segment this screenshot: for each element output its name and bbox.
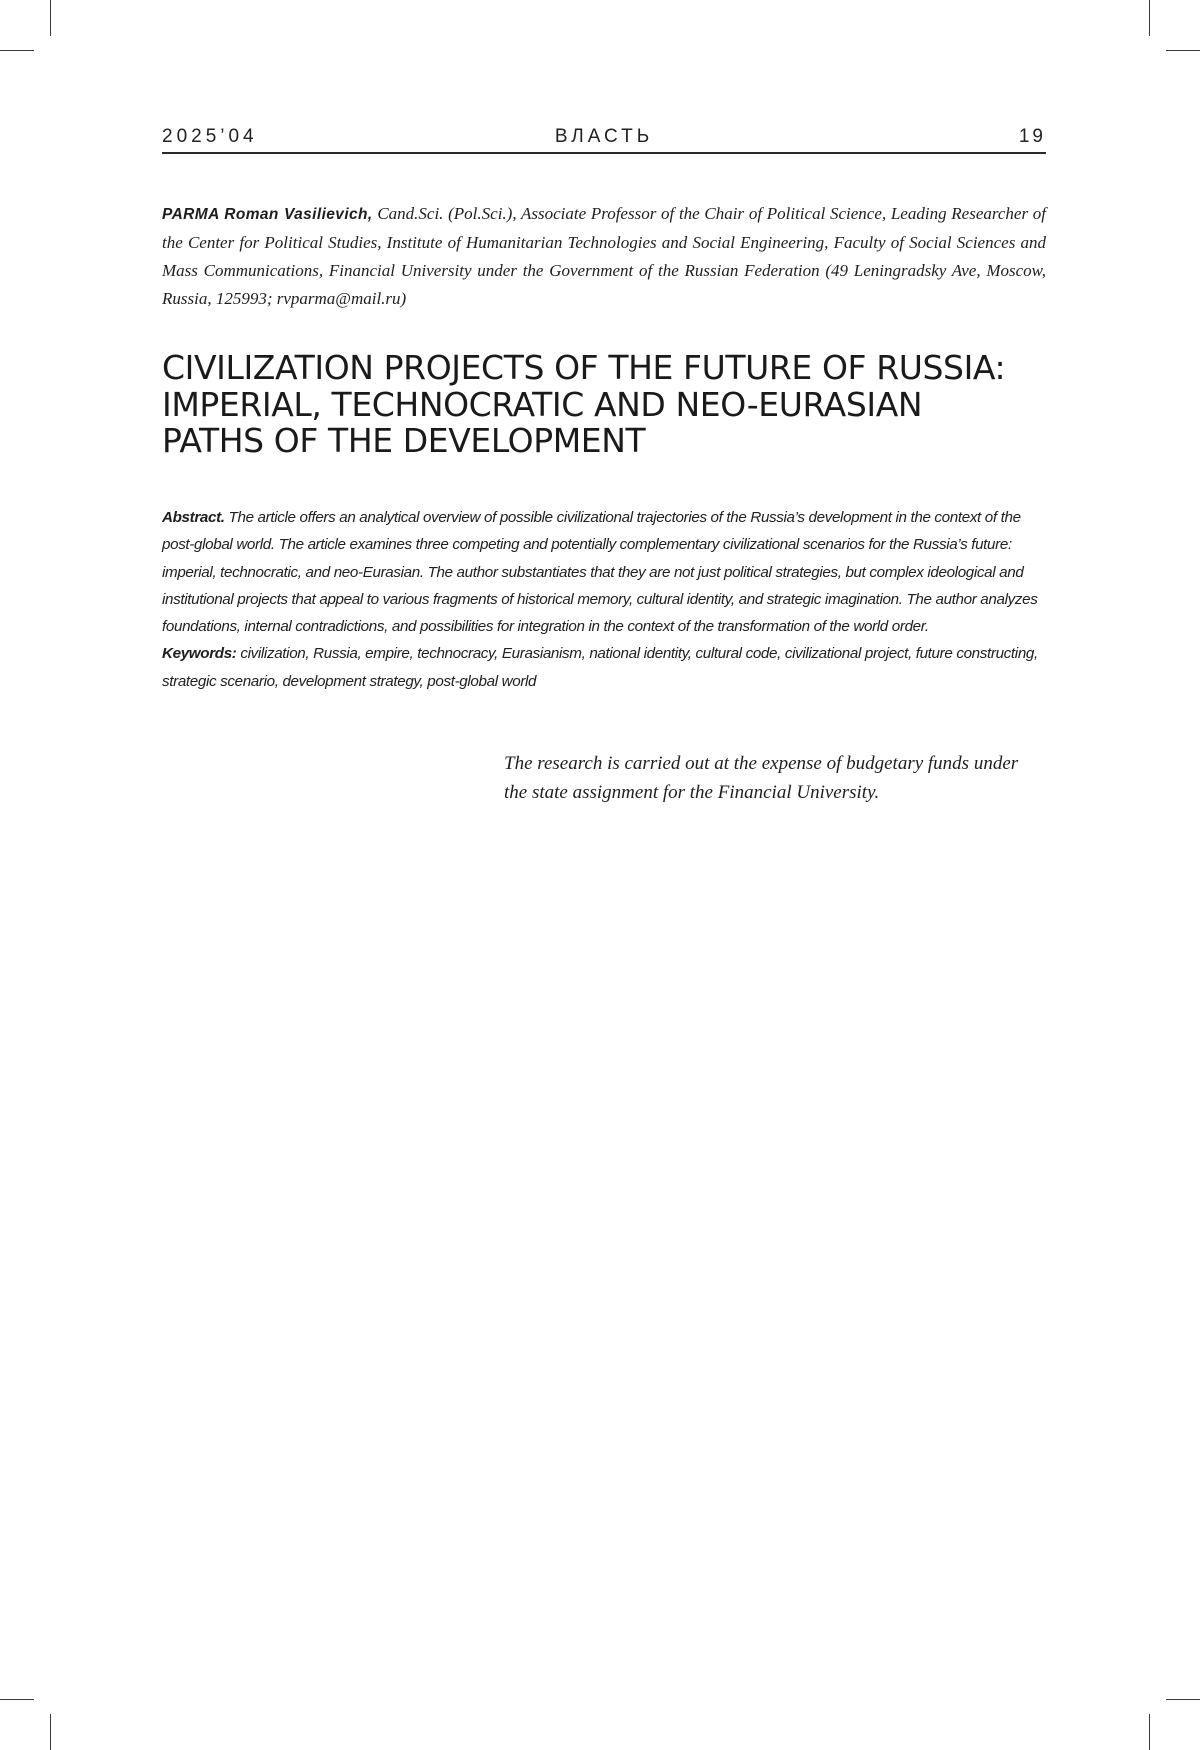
keywords [162,640,1046,695]
keywords-label: Keywords: [162,645,237,663]
crop-mark-top-left-vertical [50,0,51,36]
crop-mark-top-left-horizontal [0,50,34,51]
abstract [162,504,1046,640]
author-info [162,200,1046,313]
funding-note [504,750,1064,807]
crop-mark-bottom-right-vertical [1149,1714,1150,1750]
abstract-label: Abstract. [162,509,225,526]
abstract-section [162,504,1046,695]
crop-mark-bottom-left-horizontal [0,1699,34,1700]
author-name: PARMA Roman Vasilievich, [162,206,373,223]
title-line: IMPERIAL, TECHNOCRATIC AND NEO-EURASIAN [162,384,923,424]
funding-line: the state assignment for the Financial University. [504,781,880,803]
running-header [162,126,1046,154]
crop-mark-top-right-vertical [1149,0,1150,36]
crop-mark-top-right-horizontal [1166,50,1200,51]
crop-mark-bottom-left-vertical [50,1714,51,1750]
crop-mark-bottom-right-horizontal [1166,1699,1200,1700]
funding-line: The research is carried out at the expense of budgetary funds under [504,753,1019,774]
author-affiliation: Cand.Sci. (Pol.Sci.), Associate Professor of the Chair of Political Science, Leading Researcher of the Center for Political Studies, Institute of Humanitarian Technologies and Social Engineering, Faculty of Social Sciences and Mass Communications, Financial University under the Government of the Russian Federation (49 Leningradsky Ave, Moscow, Russia, 125993; rvparma@mail.ru) [162,204,1046,308]
keywords-text: civilization, Russia, empire, technocracy, Eurasianism, national identity, cultural code, civilizational project, future constructing, strategic scenario, development strategy, post-global world [162,645,1038,690]
title-line: CIVILIZATION PROJECTS OF THE FUTURE OF RUSSIA: [162,348,1006,387]
title-line: PATHS OF THE DEVELOPMENT [162,421,646,460]
abstract-text: The article offers an analytical overview of possible civilizational trajectories of the Russia’s development in the context of the post-global world. The article examines three competing and potentially complementary civilizational scenarios for the Russia’s future: imperial, technocratic, and neo-Eurasian. The author substantiates that they are not just political strategies, but complex ideological and institutional projects that appeal to various fragments of historical memory, cultural identity, and strategic imagination. The author analyzes foundations, internal contradictions, and possibilities for integration in the context of the transformation of the world order. [162,509,1038,636]
issue-number: 2025’04 [162,126,258,147]
page-number: 19 [1018,126,1046,147]
journal-name: ВЛАСТЬ [554,126,654,147]
article-title [162,350,1046,460]
